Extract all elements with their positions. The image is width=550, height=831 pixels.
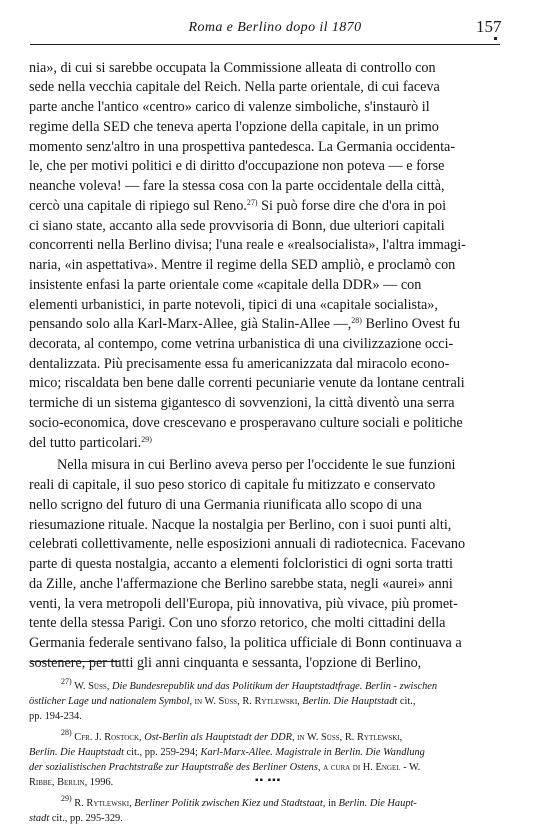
body-line bbox=[29, 435, 499, 452]
body-line: elementi urbanistici, in parte notevoli, tipici di una «capitale socialista», bbox=[29, 297, 438, 313]
body-line: le, che per motivi politici e di diritto d'occupazione non poteva — e forse bbox=[29, 158, 445, 174]
footnote-line bbox=[61, 794, 499, 810]
body-line: decorata, al contempo, come vetrina urbanistica di una civilizzazione occi- bbox=[29, 336, 454, 352]
footnote-book: Berlin. Die Haupt- bbox=[338, 798, 417, 809]
body-line: Germania federale sentivano falso, la politica ufficiale di Bonn continuava a bbox=[29, 635, 462, 651]
printer-mark: ▪▪ ▪▪▪ bbox=[255, 775, 282, 786]
footnote-number: 28) bbox=[61, 728, 72, 737]
page-number: 157 bbox=[476, 17, 502, 36]
footnote-number: 29) bbox=[61, 794, 72, 803]
footnote-line bbox=[29, 746, 499, 759]
footnote-author: W. Süss, bbox=[71, 681, 112, 692]
line-text: pensando solo alla Karl-Marx-Allee, già Stalin-Allee —, bbox=[29, 316, 352, 332]
body-line: momento senz'altro in una prospettiva pantedesca. La Germania occidenta- bbox=[29, 139, 456, 155]
footnote-book: Berlin. Die Hauptstadt bbox=[29, 747, 124, 758]
body-line: nello scrigno del futuro di una Germania riunificata allo scopo di una bbox=[29, 497, 422, 513]
footnote-author: R. Rytlewski, bbox=[71, 798, 135, 809]
footnote-title: Die Bundesrepublik und das Politikum der Hauptstadtfrage. Berlin - zwischen bbox=[111, 681, 438, 692]
body-line: da Zille, anche l'affermazione che Berlino sarebbe stata, negli «aurei» anni bbox=[29, 576, 453, 592]
footnote-text: cit., bbox=[397, 696, 416, 707]
body-line: Nella misura in cui Berlino aveva perso per l'occidente le sue funzioni bbox=[57, 457, 456, 473]
footnote-line bbox=[29, 761, 499, 774]
body-line: socio-economica, dove crescevano e prosperavano culture sociali e politiche bbox=[29, 415, 463, 431]
footnote-text: , a cura di H. Engel - W. bbox=[317, 762, 421, 773]
body-line: parte di questa nostalgia, accanto a elementi folcloristici di ogni sorta tratti bbox=[29, 556, 453, 572]
body-line: dentalizzata. Più precisamente essa fu americanizzata dal miracolo econo- bbox=[29, 356, 450, 372]
footnote-ref-27: 27) bbox=[246, 198, 258, 207]
body-line: celebrati collettivamente, nelle esposizioni annuali di radiotecnica. Facevano bbox=[29, 536, 466, 552]
footnote-line: Ribbe, Berlin, 1996. bbox=[29, 777, 114, 788]
body-line: mico; riscaldata ben bene dalle correnti pecuniarie venute da lontane centrali bbox=[29, 375, 465, 391]
body-line: ci siano state, accanto alla sede provvisoria di Bonn, due ulteriori capitali bbox=[29, 218, 445, 234]
footnote-book: Berlin. Die Hauptstadt bbox=[302, 696, 398, 707]
body-line: parte anche l'antico «centro» carico di valenze simboliche, s'instaurò il bbox=[29, 99, 430, 115]
footnote-line: pp. 194-234. bbox=[29, 711, 82, 722]
body-line: neanche voleva! — fare la stessa cosa con la parte occidentale della città, bbox=[29, 178, 445, 194]
footnote-line bbox=[29, 812, 499, 825]
body-line: sede nella vecchia capitale del Reich. Nella parte orientale, di cui faceva bbox=[29, 79, 440, 95]
footnote-author: Cfr. J. Rostock, bbox=[71, 732, 145, 743]
footnote-line bbox=[61, 677, 499, 693]
body-line: termiche di un sistema gigantesco di sovvenzioni, la città diventò una serra bbox=[29, 395, 455, 411]
footnote-ref-28: 28) bbox=[351, 316, 362, 325]
body-line bbox=[29, 316, 499, 333]
line-text: Si può forse dire che d'ora in poi bbox=[257, 198, 447, 214]
body-line: regime della SED che teneva aperta l'opzione della capitale, in un primo bbox=[29, 119, 439, 135]
line-text: del tutto particolari. bbox=[29, 435, 142, 451]
body-line: concorrenti nella Berlino divisa; l'una reale e «realsocialista», l'altra immagi- bbox=[29, 237, 466, 253]
footnote-title: Karl-Marx-Allee. Magistrale in Berlin. Die Wandlung bbox=[200, 747, 425, 758]
header-rule bbox=[30, 44, 500, 45]
footnote-number: 27) bbox=[61, 677, 72, 686]
footnote-text: , in bbox=[322, 798, 339, 809]
body-line: riesumazione rituale. Nacque la nostalgia per Berlino, con i suoi punti alti, bbox=[29, 517, 452, 533]
body-line bbox=[29, 198, 499, 215]
footnote-text: , in W. Süss, R. Rytlewski, bbox=[189, 696, 303, 707]
body-line: nia», di cui si sarebbe occupata la Commissione alleata di controllo con bbox=[29, 60, 436, 76]
body-line: insistente enfasi la parte orientale come «capitale della DDR» — con bbox=[29, 277, 422, 293]
footnote-rule bbox=[31, 661, 119, 662]
body-line: venti, la vera metropoli dell'Europa, più innovativa, più vivace, più promet- bbox=[29, 596, 458, 612]
line-text: Berlino Ovest fu bbox=[361, 316, 461, 332]
footnote-title: Berliner Politik zwischen Kiez und Stadtstaat bbox=[134, 798, 323, 809]
line-text: cercò una capitale di ripiego sul Reno. bbox=[29, 198, 247, 214]
body-line: reali di capitale, il suo peso storico di capitale fu mitizzato e conservato bbox=[29, 477, 436, 493]
footnote-ref-29: 29) bbox=[141, 435, 152, 444]
footnote-text: cit., pp. 259-294; bbox=[123, 747, 201, 758]
footnote-text: , in W. Süss, R. Rytlewski, bbox=[291, 732, 403, 743]
running-head: Roma e Berlino dopo il 1870 bbox=[188, 20, 362, 35]
header-dot bbox=[494, 37, 497, 40]
footnote-book: stadt bbox=[29, 813, 50, 824]
footnote-title: Ost-Berlin als Hauptstadt der DDR bbox=[144, 732, 292, 743]
body-line: sostenere, per tutti gli anni cinquanta e sessanta, l'opzione di Berlino, bbox=[29, 655, 422, 671]
footnote-text: cit., pp. 295-329. bbox=[49, 813, 123, 824]
body-line: tente della stessa Parigi. Con uno sforzo retorico, che molti cittadini della bbox=[29, 615, 446, 631]
footnote-line bbox=[61, 728, 499, 744]
footnote-title: östlicher Lage und nationalem Symbol bbox=[29, 696, 190, 707]
body-line: naria, «in aspettativa». Mentre il regime della SED ampliò, e proclamò con bbox=[29, 257, 456, 273]
footnote-title: der sozialistischen Prachtstraße zur Hauptstraße des Berliner Ostens bbox=[29, 762, 318, 773]
footnote-line bbox=[29, 695, 499, 708]
